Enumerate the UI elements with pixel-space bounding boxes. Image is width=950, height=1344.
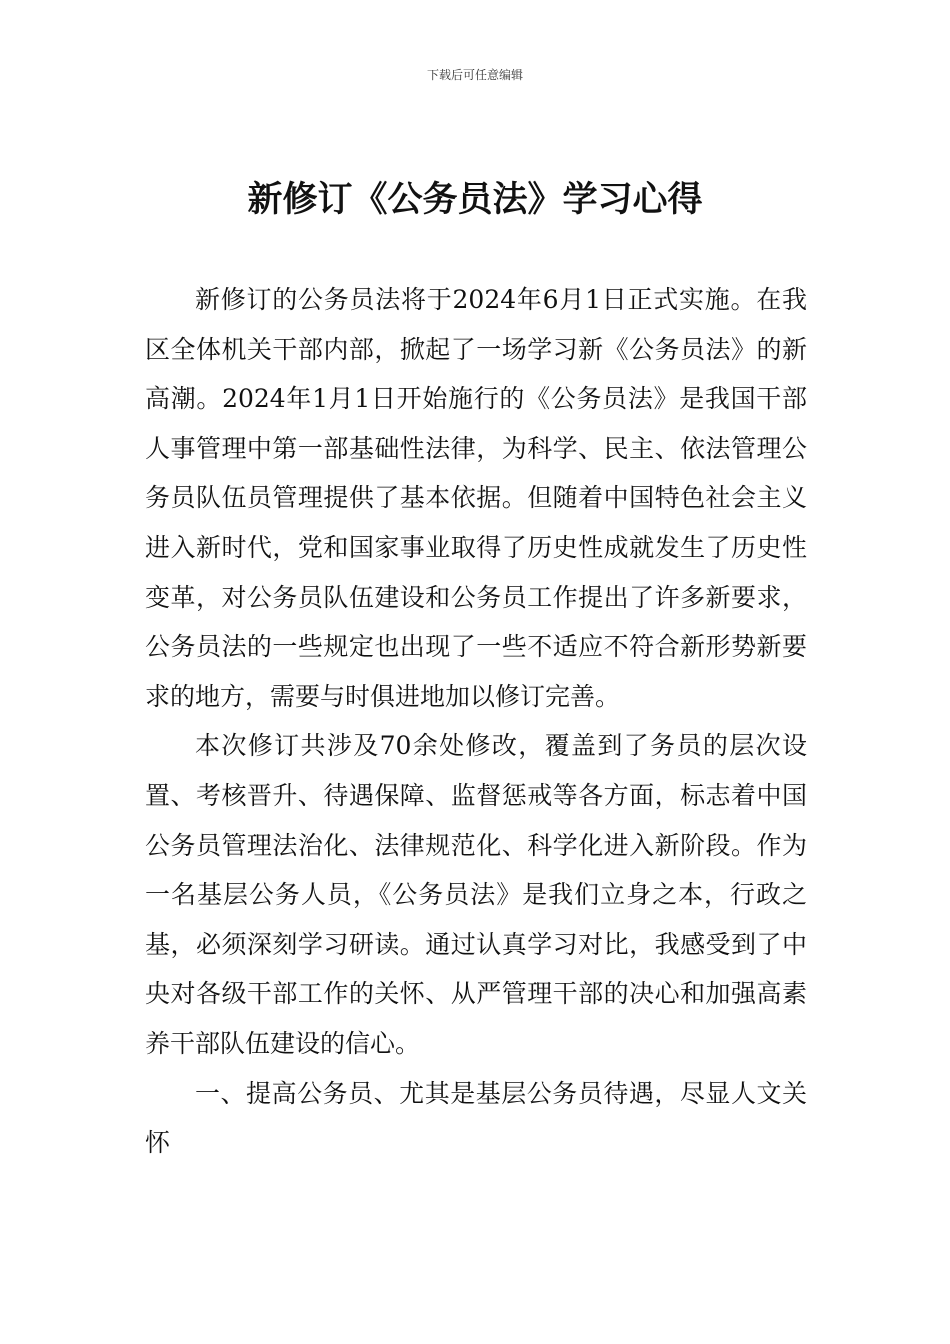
document-title: 新修订《公务员法》学习心得 [247, 180, 703, 220]
paragraph-revision-scope: 本次修订共涉及70余处修改，覆盖到了务员的层次设置、考核晋升、待遇保障、监督惩戒等各方面，标志着中国公务员管理法治化、法律规范化、科学化进入新阶段。作为一名基层公务人员，《公务员法》是我们立身之本，行政之基，必须深刻学习研读。通过认真学习对比，我感受到了中央对各级干部工作的关怀、从严管理干部的决心和加强高素养干部队伍建设的信心。 [145, 731, 807, 1058]
header-note: 下载后可任意编辑 [426, 68, 523, 82]
section-heading-one: 一、提高公务员、尤其是基层公务员待遇，尽显人文关怀 [145, 1078, 807, 1158]
paragraph-intro: 新修订的公务员法将于2024年6月1日正式实施。在我区全体机关干部内部，掀起了一场学习新《公务员法》的新高潮。2024年1月1日开始施行的《公务员法》是我国干部人事管理中第一部基础性法律，为科学、民主、依法管理公务员队伍员管理提供了基本依据。但随着中国特色社会主义进入新时代，党和国家事业取得了历史性成就发生了历史性变革，对公务员队伍建设和公务员工作提出了许多新要求，公务员法的一些规定也出现了一些不适应不符合新形势新要求的地方，需要与时俱进地加以修订完善。 [145, 285, 807, 711]
document-body [145, 275, 807, 1168]
